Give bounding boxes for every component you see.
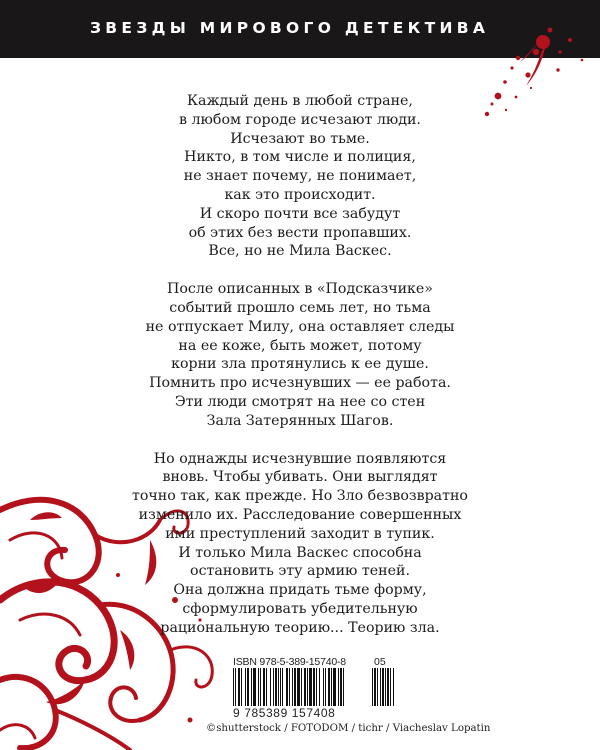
barcode-bar bbox=[294, 668, 296, 706]
photo-credit: ©shutterstock / FOTODOM / tichr / Viacheslav Lopatin bbox=[206, 723, 491, 734]
barcode-bar bbox=[233, 668, 234, 706]
barcode-bar bbox=[328, 668, 330, 706]
blurb-line: Она должна придать тьме форму, bbox=[173, 582, 427, 599]
barcode-bar bbox=[333, 668, 336, 706]
blurb-line: После описанных в «Подсказчике» bbox=[167, 281, 433, 298]
barcode-bar bbox=[258, 668, 259, 706]
barcode-bar bbox=[390, 668, 391, 706]
blurb-line: в любом городе исчезают люди. bbox=[179, 111, 421, 128]
barcode-bar bbox=[286, 668, 288, 706]
blurb-line: как это происходит. bbox=[224, 186, 376, 203]
barcode-bar bbox=[247, 668, 249, 706]
barcode-bar bbox=[301, 668, 302, 706]
barcode-bar bbox=[385, 668, 386, 706]
barcode-bar bbox=[292, 668, 293, 706]
isbn-label: ISBN 978-5-389-15740-8 bbox=[233, 656, 346, 668]
barcode-bar bbox=[278, 668, 279, 706]
blurb-paragraph bbox=[110, 92, 490, 261]
blurb-line: Исчезают во тьме. bbox=[230, 130, 370, 147]
blurb-paragraph bbox=[110, 280, 490, 430]
blurb-line: Все, но не Мила Васкес. bbox=[208, 243, 392, 260]
barcode-bar bbox=[387, 668, 389, 706]
barcode-bar bbox=[343, 668, 344, 706]
barcode-bar bbox=[282, 668, 283, 706]
barcode-bar bbox=[325, 668, 326, 706]
blurb-line: об этих без вести пропавших. bbox=[188, 224, 412, 241]
barcode-bar bbox=[289, 668, 290, 706]
barcode-bar bbox=[304, 668, 306, 706]
barcode-bar bbox=[245, 668, 246, 706]
barcode-bar bbox=[275, 668, 277, 706]
barcode-bar bbox=[309, 668, 312, 706]
barcode-bar bbox=[235, 668, 236, 706]
barcode-addon-bars bbox=[372, 668, 398, 706]
blurb-line: Никто, в том числе и полиция, bbox=[184, 149, 416, 166]
barcode-bar bbox=[263, 668, 265, 706]
barcode-bar bbox=[319, 668, 320, 706]
barcode-bar bbox=[374, 668, 376, 706]
blurb-line: событий прошло семь лет, но тьма bbox=[169, 299, 431, 316]
blurb-line: изменило их. Расследование совершенных bbox=[138, 506, 462, 523]
blurb-line: Зала Затерянных Шагов. bbox=[206, 412, 394, 429]
barcode-bar bbox=[253, 668, 256, 706]
blurb-line: сформулировать убедительную bbox=[182, 600, 418, 617]
barcode-bars bbox=[233, 668, 373, 706]
barcode-bar bbox=[280, 668, 281, 706]
barcode-bar bbox=[270, 668, 271, 706]
annotation-text bbox=[110, 92, 490, 657]
blurb-line: Помнить про исчезнувших — ее работа. bbox=[149, 375, 451, 392]
barcode-bar bbox=[313, 668, 315, 706]
barcode-bar bbox=[393, 668, 394, 706]
blurb-line: точно так, как прежде. Но Зло безвозвратно bbox=[132, 488, 468, 505]
blurb-line: Эти люди смотрят на нее со стен bbox=[174, 393, 426, 410]
barcode-bar bbox=[241, 668, 242, 706]
barcode-bar bbox=[372, 668, 373, 706]
blurb-line: корни зла протянулись к ее душе. bbox=[171, 356, 429, 373]
barcode-addon-label: 05 bbox=[374, 656, 386, 668]
blurb-line: ими преступлений заходит в тупик. bbox=[165, 525, 435, 542]
barcode-bar bbox=[266, 668, 267, 706]
blurb-line: Каждый день в любой стране, bbox=[187, 93, 413, 109]
barcode-bar bbox=[340, 668, 342, 706]
barcode-bar bbox=[238, 668, 240, 706]
blurb-line: не отпускает Милу, она оставляет следы bbox=[145, 318, 455, 335]
series-title: ЗВЕЗДЫ МИРОВОГО ДЕТЕКТИВА bbox=[90, 19, 490, 37]
barcode-bar bbox=[377, 668, 378, 706]
barcode-bar bbox=[307, 668, 308, 706]
barcode-bar bbox=[260, 668, 261, 706]
blurb-line: И только Мила Васкес способна bbox=[178, 544, 422, 561]
blurb-line: остановить эту армию теней. bbox=[190, 563, 410, 580]
barcode-bar bbox=[380, 668, 381, 706]
barcode-bar bbox=[338, 668, 339, 706]
blurb-line: вновь. Чтобы убивать. Они выглядят bbox=[162, 469, 438, 486]
barcode-bar bbox=[331, 668, 332, 706]
barcode-bar bbox=[323, 668, 324, 706]
blurb-line: рациональную теорию... Теорию зла. bbox=[160, 619, 440, 636]
blurb-line: И скоро почти все забудут bbox=[199, 205, 401, 222]
barcode-bar bbox=[273, 668, 274, 706]
barcode-bar bbox=[316, 668, 317, 706]
blurb-paragraph bbox=[110, 450, 490, 638]
barcode-digits: 9 785389 157408 bbox=[233, 706, 336, 720]
blurb-line: на ее коже, быть может, потому bbox=[178, 337, 422, 354]
barcode-bar bbox=[382, 668, 384, 706]
blurb-line: Но однажды исчезнувшие появляются bbox=[153, 450, 447, 467]
blurb-line: не знает почему, не понимает, bbox=[183, 168, 417, 185]
barcode-bar bbox=[251, 668, 252, 706]
barcode-bar bbox=[297, 668, 300, 706]
